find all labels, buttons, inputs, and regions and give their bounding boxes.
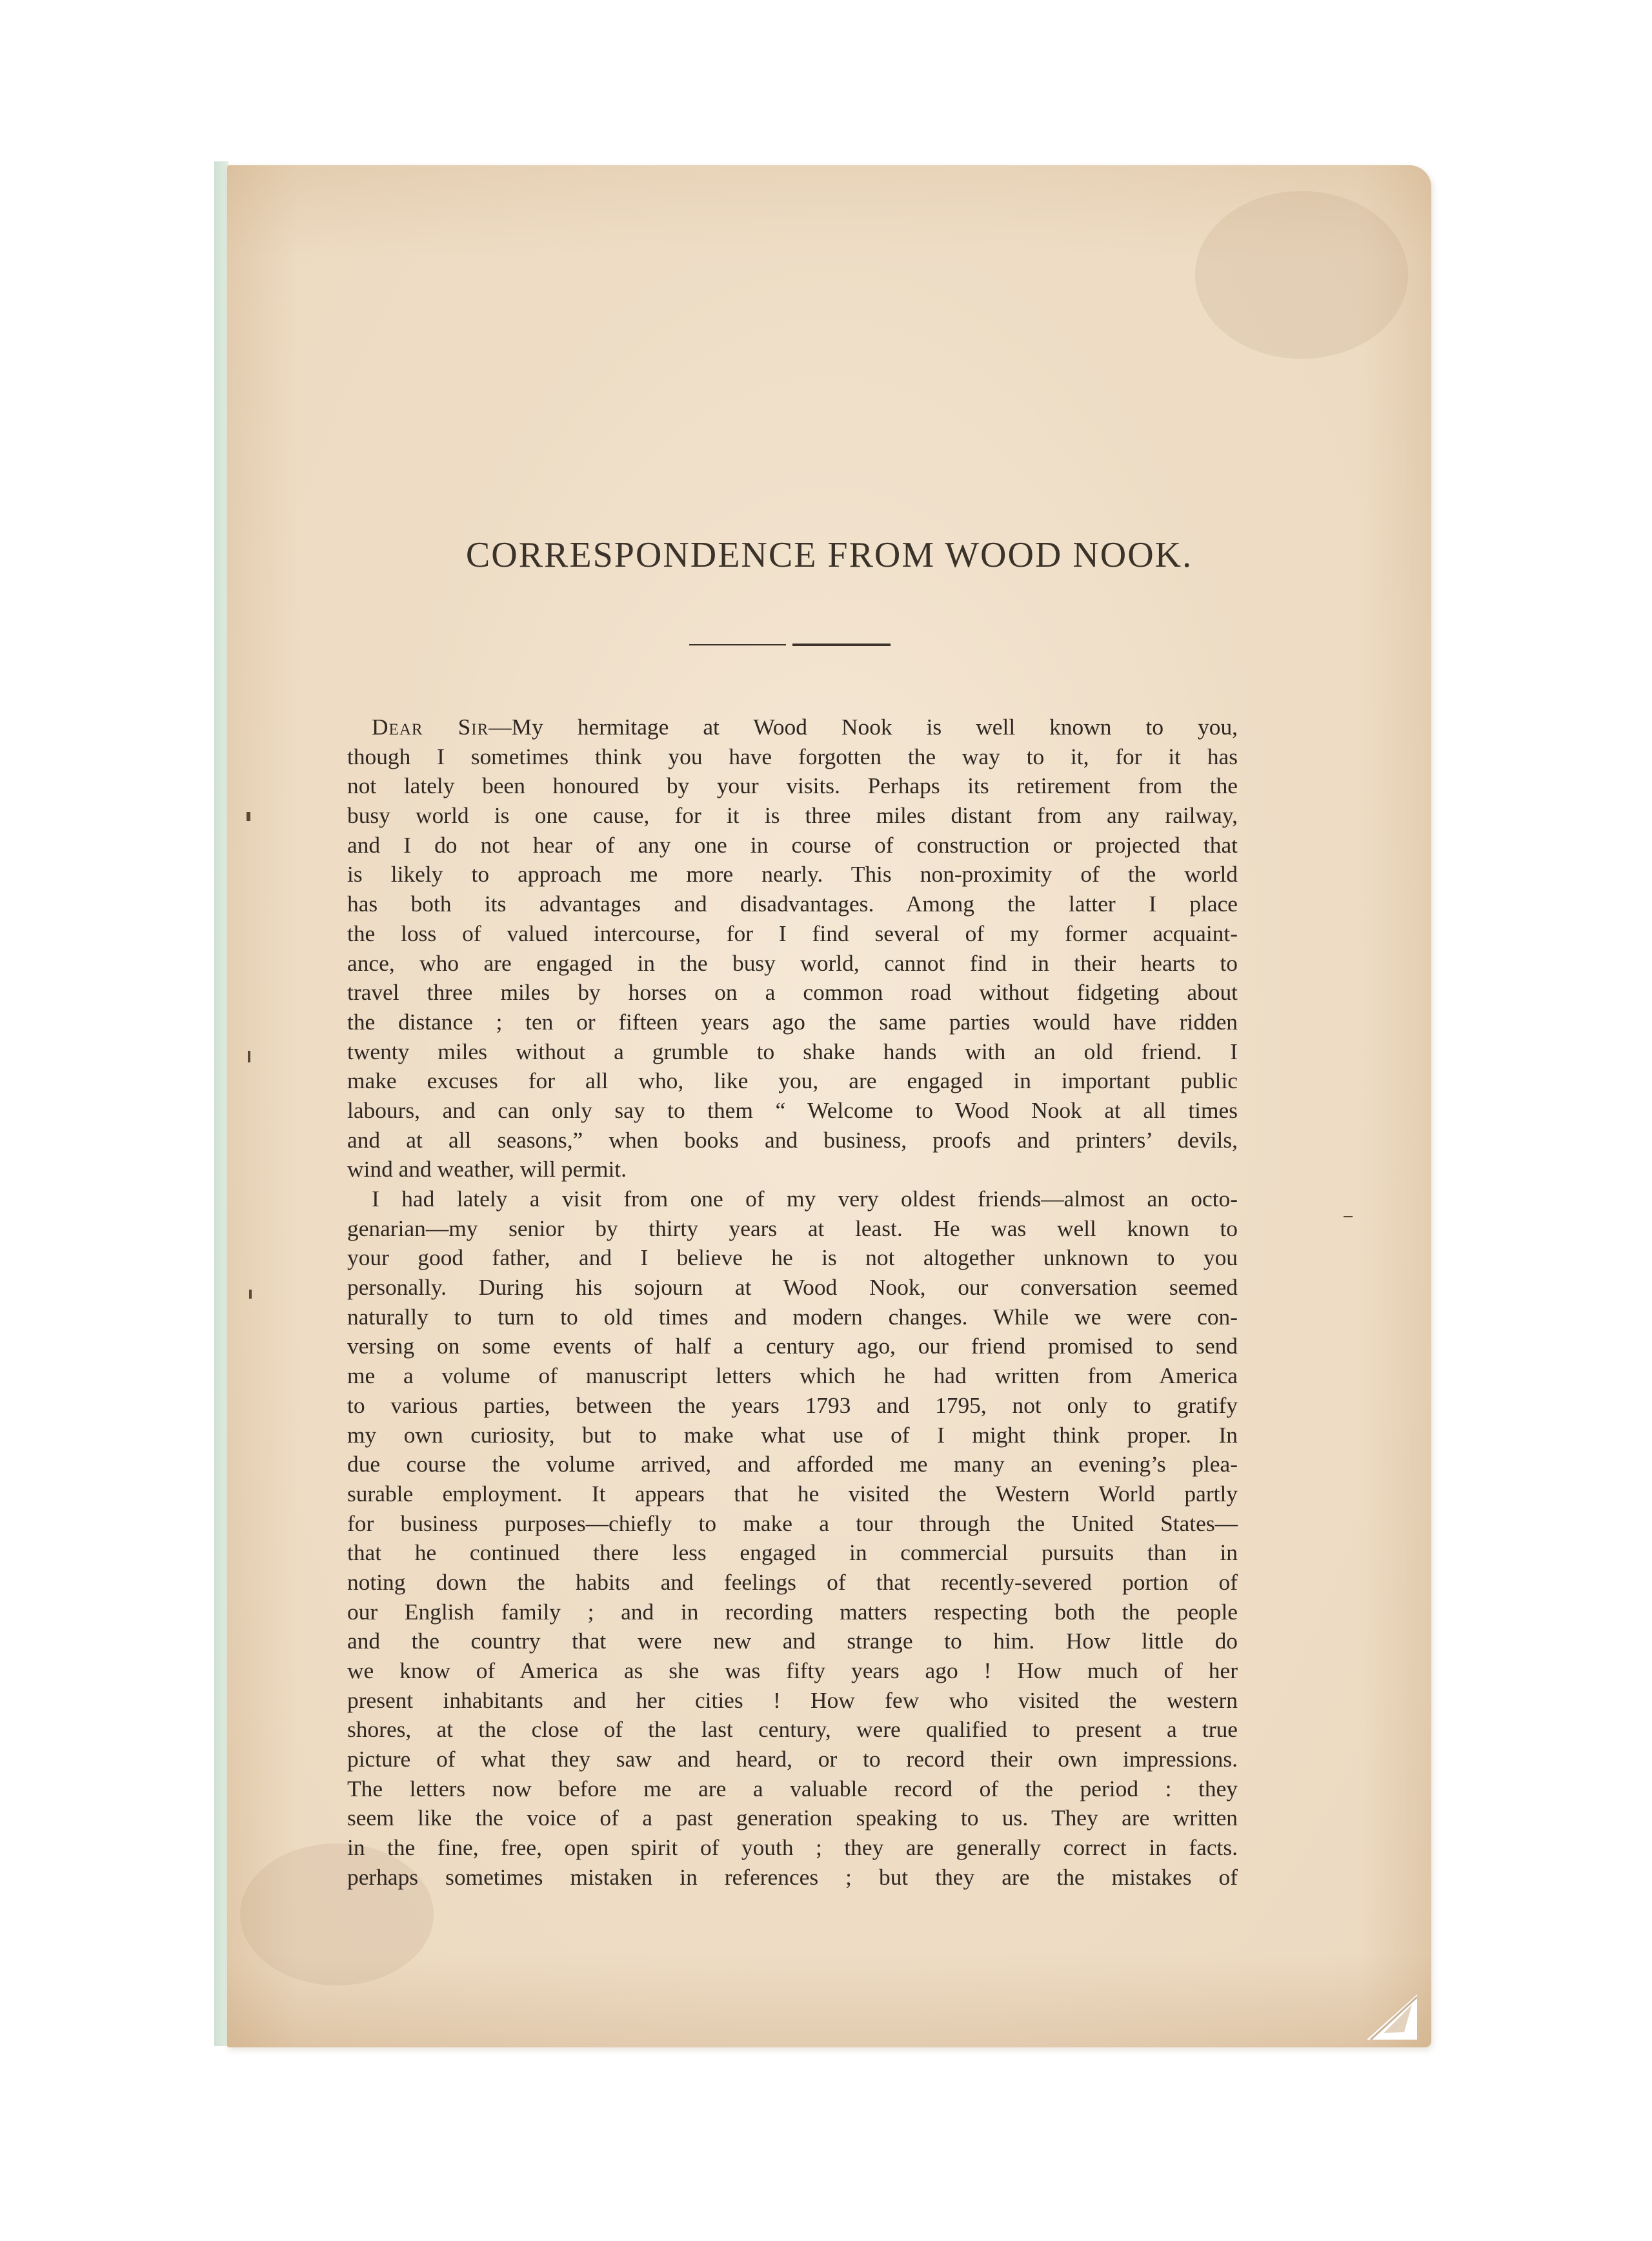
binding-mark xyxy=(249,1290,252,1299)
text-line: shores, at the close of the last century, were qualified to present a true xyxy=(347,1716,1238,1743)
text-line: personally. During his sojourn at Wood Nook, our conversation seemed xyxy=(347,1274,1238,1301)
text-line: surable employment. It appears that he visited the Western World partly xyxy=(347,1480,1238,1506)
text-line: The letters now before me are a valuable record of the period : they xyxy=(347,1775,1238,1801)
text-line: labours, and can only say to them “ Welcome to Wood Nook at all times xyxy=(347,1097,1238,1123)
salutation: Dear Sir xyxy=(372,714,489,740)
letter-body xyxy=(347,713,1238,1892)
binding-mark xyxy=(248,1051,250,1062)
text-line: we know of America as she was fifty years ago ! How much of her xyxy=(347,1658,1238,1683)
text-line: my own curiosity, but to make what use of I might think proper. In xyxy=(347,1421,1238,1448)
text-line: and the country that were new and strange to him. How little do xyxy=(347,1628,1238,1654)
text-line: busy world is one cause, for it is three miles distant from any railway, xyxy=(347,802,1238,829)
text-line: twenty miles without a grumble to shake hands with an old friend. I xyxy=(347,1038,1238,1064)
paragraph xyxy=(347,1184,1238,1892)
text-line: though I sometimes think you have forgotten the way to it, for it has xyxy=(347,743,1238,769)
text-line: make excuses for all who, like you, are engaged in important public xyxy=(347,1068,1238,1094)
text-line: naturally to turn to old times and modern changes. While we were con- xyxy=(347,1303,1238,1330)
text-line: I had lately a visit from one of my very oldest friends—almost an octo- xyxy=(372,1186,1238,1212)
text-line: not lately been honoured by your visits. Perhaps its retirement from the xyxy=(347,773,1238,799)
text-line: our English family ; and in recording matters respecting both the people xyxy=(347,1598,1238,1625)
text-line: wind and weather, will permit. xyxy=(347,1156,627,1182)
text-line: the distance ; ten or fifteen years ago the same parties would have ridden xyxy=(347,1008,1238,1035)
text-line: to various parties, between the years 1793 and 1795, not only to gratify xyxy=(347,1392,1238,1418)
text-line: ance, who are engaged in the busy world, cannot find in their hearts to xyxy=(347,949,1238,976)
text-line: me a volume of manuscript letters which he had written from America xyxy=(347,1363,1238,1389)
ink-speck xyxy=(1344,1216,1353,1217)
text-line: and I do not hear of any one in course of construction or projected that xyxy=(347,831,1238,858)
page-title: CORRESPONDENCE FROM WOOD NOOK. xyxy=(465,535,1193,575)
text-line: has both its advantages and disadvantages. Among the latter I place xyxy=(347,891,1238,917)
torn-corner xyxy=(1367,1994,1417,2040)
text-line: perhaps sometimes mistaken in references ; but they are the mistakes of xyxy=(347,1863,1238,1890)
text-line: picture of what they saw and heard, or to record their own impressions. xyxy=(347,1746,1238,1772)
document-page xyxy=(227,165,1431,2047)
paper-stain xyxy=(1195,191,1408,359)
text-line: versing on some events of half a century ago, our friend promised to send xyxy=(347,1333,1238,1359)
text-line: and at all seasons,” when books and business, proofs and printers’ devils, xyxy=(347,1126,1238,1153)
text-line: travel three miles by horses on a common road without fidgeting about xyxy=(347,979,1238,1006)
text-line: the loss of valued intercourse, for I find several of my former acquaint- xyxy=(347,920,1238,946)
text-line: for business purposes—chiefly to make a tour through the United States— xyxy=(347,1510,1238,1536)
green-spine-edge xyxy=(214,161,228,2046)
text-line: Dear Sir—My hermitage at Wood Nook is well known to you, xyxy=(372,714,1238,740)
text-line: genarian—my senior by thirty years at least. He was well known to xyxy=(347,1215,1238,1241)
text-line: your good father, and I believe he is not altogether unknown to you xyxy=(347,1244,1238,1271)
text-line: that he continued there less engaged in commercial pursuits than in xyxy=(347,1539,1238,1566)
text-line: in the fine, free, open spirit of youth ; they are generally correct in facts. xyxy=(347,1834,1238,1861)
text-line: noting down the habits and feelings of that recently-severed portion of xyxy=(347,1568,1238,1595)
text-line: present inhabitants and her cities ! How few who visited the western xyxy=(347,1687,1238,1713)
text-line: due course the volume arrived, and afforded me many an evening’s plea- xyxy=(347,1451,1238,1477)
text-line: is likely to approach me more nearly. This non-proximity of the world xyxy=(347,861,1238,887)
text-line: seem like the voice of a past generation speaking to us. They are written xyxy=(347,1805,1238,1831)
binding-mark xyxy=(247,812,250,821)
title-rule xyxy=(689,642,891,648)
paragraph xyxy=(347,713,1238,1184)
